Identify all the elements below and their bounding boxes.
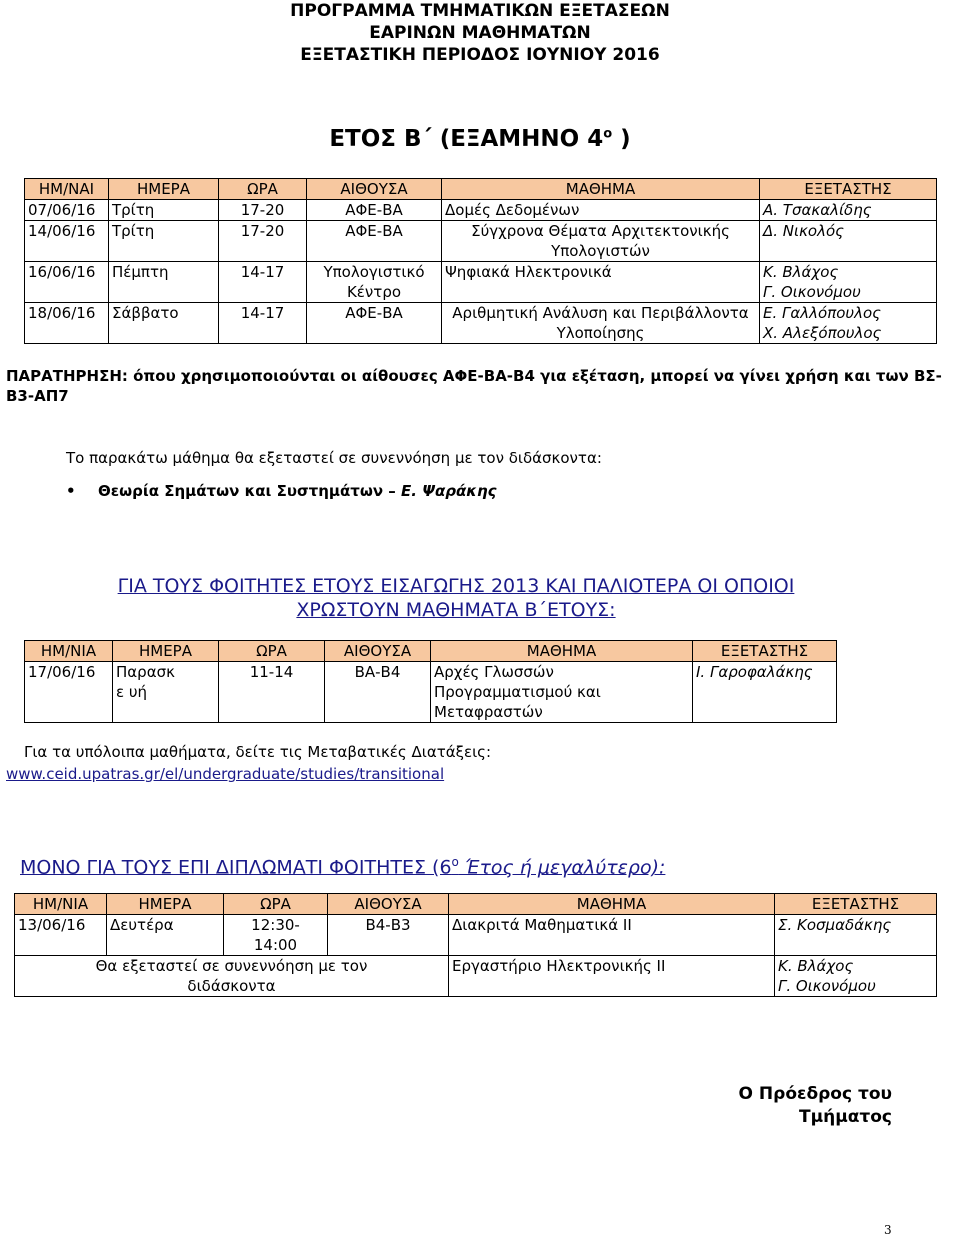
cell-course: Σύγχρονα Θέματα Αρχιτεκτονικής Υπολογιστών — [442, 221, 760, 262]
cell-date: 14/06/16 — [25, 221, 109, 262]
cell-date: 17/06/16 — [25, 662, 113, 723]
cell-course: Δομές Δεδομένων — [442, 200, 760, 221]
doc-header — [0, 0, 960, 66]
col-header: ΜΑΘΗΜΑ — [449, 894, 775, 915]
table-header-row — [25, 179, 937, 200]
table-header-row — [15, 894, 937, 915]
cell-examiner: Δ. Νικολός — [760, 221, 937, 262]
col-header: ΜΑΘΗΜΑ — [442, 179, 760, 200]
cell-day: Σάββατο — [109, 303, 219, 344]
cell-day: Τρίτη — [109, 200, 219, 221]
table-row — [25, 262, 937, 303]
cell-day: Δευτέρα — [107, 915, 224, 956]
schedule-table-legacy — [24, 640, 837, 723]
cell-date: 18/06/16 — [25, 303, 109, 344]
table-row — [15, 915, 937, 956]
bullet-icon: • — [66, 482, 76, 500]
cell-time: 17-20 — [219, 221, 307, 262]
col-header: ΗΜ/ΝΑΙ — [25, 179, 109, 200]
cell-day: Τρίτη — [109, 221, 219, 262]
col-header: ΕΞΕΤΑΣΤΗΣ — [775, 894, 937, 915]
cell-course: Ψηφιακά Ηλεκτρονικά — [442, 262, 760, 303]
col-header: ΕΞΕΤΑΣΤΗΣ — [760, 179, 937, 200]
table-row — [25, 200, 937, 221]
transitional-link[interactable]: www.ceid.upatras.gr/el/undergraduate/studies/transitional — [6, 765, 445, 783]
cell-time: 11-14 — [219, 662, 325, 723]
col-header: ΑΙΘΟΥΣΑ — [325, 641, 431, 662]
col-header: ΗΜ/ΝΙΑ — [15, 894, 107, 915]
table-row — [25, 303, 937, 344]
table-row — [25, 662, 837, 723]
consult-intro: Το παρακάτω μάθημα θα εξεταστεί σε συνεννόηση με τον διδάσκοντα: — [66, 449, 602, 467]
transitional-text: Για τα υπόλοιπα μαθήματα, δείτε τις Μεταβατικές Διατάξεις: — [24, 743, 492, 761]
cell-time: 14-17 — [219, 303, 307, 344]
col-header: ΗΜΕΡΑ — [113, 641, 219, 662]
cell-time: 12:30- 14:00 — [224, 915, 328, 956]
signature-block: Ο Πρόεδρος του Τμήματος — [738, 1084, 892, 1127]
col-header: ΗΜΕΡΑ — [107, 894, 224, 915]
cell-examiner: Κ. Βλάχος Γ. Οικονόμου — [760, 262, 937, 303]
cell-day: Πέμπτη — [109, 262, 219, 303]
table-row — [25, 221, 937, 262]
header-line-3: ΕΞΕΤΑΣΤΙΚΗ ΠΕΡΙΟΔΟΣ ΙΟΥΝΙΟΥ 2016 — [300, 45, 660, 65]
cell-date: 16/06/16 — [25, 262, 109, 303]
cell-course: Αριθμητική Ανάλυση και Περιβάλλοντα Υλοποίησης — [442, 303, 760, 344]
col-header: ΗΜΕΡΑ — [109, 179, 219, 200]
col-header: ΗΜ/ΝΙΑ — [25, 641, 113, 662]
cell-examiner: Σ. Κοσμαδάκης — [775, 915, 937, 956]
cell-examiner: Α. Τσακαλίδης — [760, 200, 937, 221]
col-header: ΜΑΘΗΜΑ — [431, 641, 693, 662]
cell-room: Β4-Β3 — [328, 915, 449, 956]
cell-time: 17-20 — [219, 200, 307, 221]
col-header: ΑΙΘΟΥΣΑ — [328, 894, 449, 915]
col-header: ΩΡΑ — [219, 179, 307, 200]
cell-room: ΒΑ-Β4 — [325, 662, 431, 723]
header-line-2: ΕΑΡΙΝΩΝ ΜΑΘΗΜΑΤΩΝ — [369, 23, 591, 43]
col-header: ΩΡΑ — [219, 641, 325, 662]
col-header: ΑΙΘΟΥΣΑ — [307, 179, 442, 200]
cell-examiner: Κ. Βλάχος Γ. Οικονόμου — [775, 956, 937, 997]
cell-course: Διακριτά Μαθηματικά ΙΙ — [449, 915, 775, 956]
cell-course: Εργαστήριο Ηλεκτρονικής ΙΙ — [449, 956, 775, 997]
header-line-1: ΠΡΟΓΡΑΜΜΑ ΤΜΗΜΑΤΙΚΩΝ ΕΞΕΤΑΣΕΩΝ — [290, 1, 670, 21]
page-number: 3 — [884, 1223, 892, 1237]
section2-title: ΓΙΑ ΤΟΥΣ ΦΟΙΤΗΤΕΣ ΕΤΟΥΣ ΕΙΣΑΓΩΓΗΣ 2013 ΚΑΙ ΠΑΛΙΟΤΕΡΑ ΟΙ ΟΠΟΙΟΙ ΧΡΩΣΤΟΥΝ ΜΑΘΗΜΑΤΑ Β΄ΕΤΟΥΣ: — [117, 575, 795, 621]
cell-room: ΑΦΕ-ΒΑ — [307, 303, 442, 344]
cell-examiner: Ι. Γαροφαλάκης — [693, 662, 837, 723]
cell-date: 13/06/16 — [15, 915, 107, 956]
cell-time: 14-17 — [219, 262, 307, 303]
cell-room: ΑΦΕ-ΒΑ — [307, 221, 442, 262]
col-header: ΩΡΑ — [224, 894, 328, 915]
year-title: ΕΤΟΣ Β΄ (ΕΞΑΜΗΝΟ $4^o$ ) — [329, 126, 631, 152]
section3-title: ΜΟΝΟ ΓΙΑ ΤΟΥΣ ΕΠΙ ΔΙΠΛΩΜΑΤΙ ΦΟΙΤΗΤΕΣ ($6^o$ Έτος ή μεγαλύτερο): — [20, 855, 666, 879]
consult-item: • Θεωρία Σημάτων και Συστημάτων – Ε. Ψαράκης — [66, 482, 497, 500]
col-header: ΕΞΕΤΑΣΤΗΣ — [693, 641, 837, 662]
cell-room: ΑΦΕ-ΒΑ — [307, 200, 442, 221]
cell-merged-note: Θα εξεταστεί σε συνεννόηση με τον διδάσκοντα — [15, 956, 449, 997]
cell-course: Αρχές Γλωσσών Προγραμματισμού και Μεταφραστών — [431, 662, 693, 723]
remark-note: ΠΑΡΑΤΗΡΗΣΗ: όπου χρησιμοποιούνται οι αίθουσες ΑΦΕ-ΒΑ-Β4 για εξέταση, μπορεί να γίνει χρήση και των ΒΣ-Β3-ΑΠ7 — [6, 367, 942, 405]
table-row — [15, 956, 937, 997]
table-header-row — [25, 641, 837, 662]
schedule-table-diploma — [14, 893, 937, 997]
cell-examiner: Ε. Γαλλόπουλος Χ. Αλεξόπουλος — [760, 303, 937, 344]
schedule-table-year-b — [24, 178, 937, 344]
cell-day: Παρασκε υή — [113, 662, 219, 723]
cell-date: 07/06/16 — [25, 200, 109, 221]
cell-room: Υπολογιστικό Κέντρο — [307, 262, 442, 303]
